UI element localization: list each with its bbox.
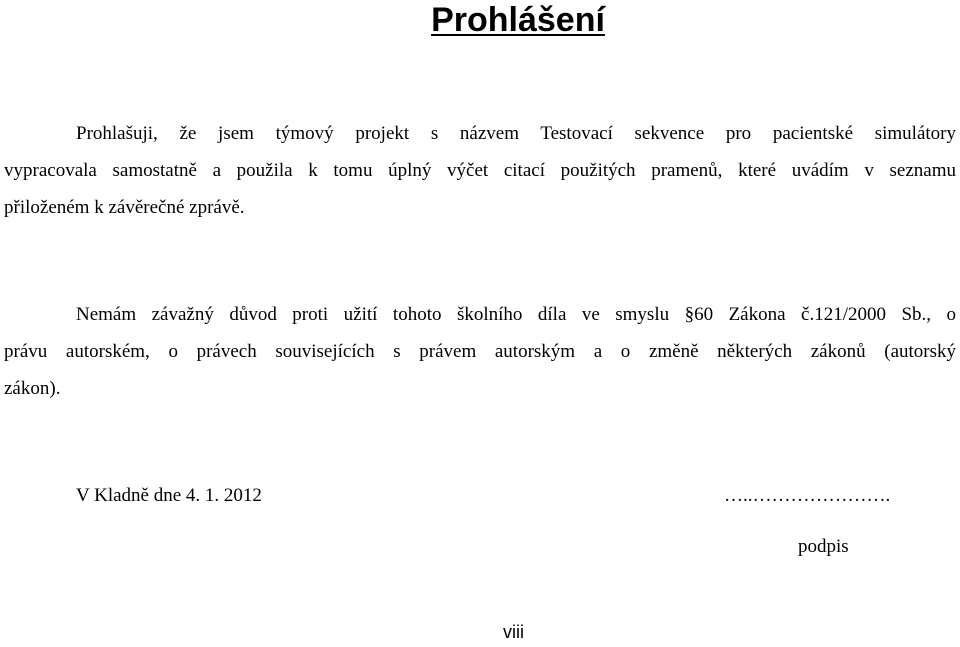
paragraph-line: zákon). — [4, 378, 61, 399]
declaration-paragraph — [4, 115, 956, 226]
page-title: Prohlášení — [431, 1, 605, 39]
signature-label: podpis — [798, 536, 849, 557]
place-date: V Kladně dne 4. 1. 2012 — [76, 485, 262, 506]
copyright-paragraph — [4, 296, 956, 407]
page-number: viii — [503, 622, 524, 642]
paragraph-line: přiloženém k závěrečné zprávě. — [4, 197, 245, 218]
paragraph-line: Prohlašuji, že jsem týmový projekt s názvem Testovací sekvence pro pacientské simulátory — [76, 123, 956, 144]
signature-line: …..…………………. — [724, 485, 891, 506]
paragraph-line: právu autorském, o právech souvisejících s právem autorským a o změně některých zákonů (autorský — [4, 341, 956, 362]
paragraph-line: vypracovala samostatně a použila k tomu úplný výčet citací použitých pramenů, které uvádím v seznamu — [4, 160, 956, 181]
paragraph-line: Nemám závažný důvod proti užití tohoto školního díla ve smyslu §60 Zákona č.121/2000 Sb., o — [76, 304, 956, 325]
